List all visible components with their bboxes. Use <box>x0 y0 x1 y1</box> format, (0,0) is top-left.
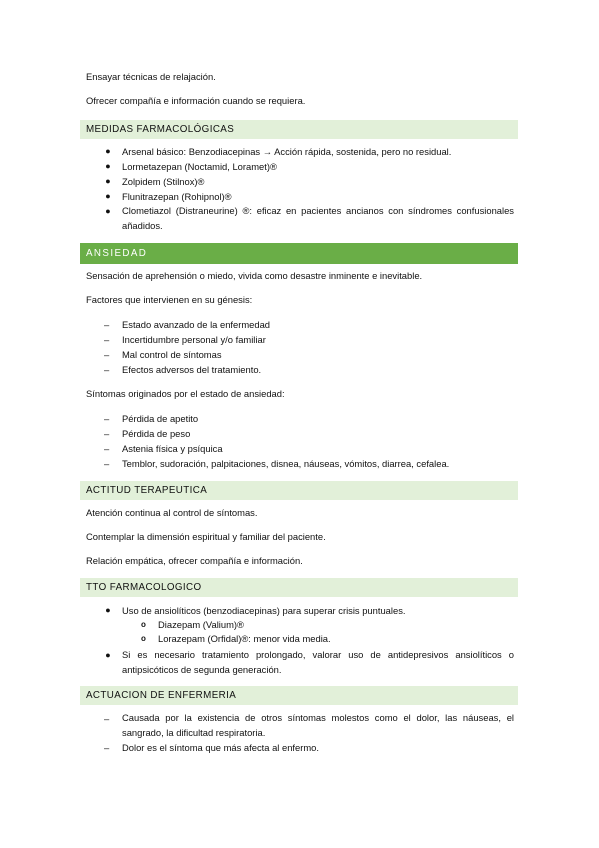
bullet-icon: ● <box>105 146 111 156</box>
dash-icon: – <box>104 713 110 724</box>
bullet-icon: ● <box>105 206 111 216</box>
factor-item: Incertidumbre personal y/o familiar <box>122 334 266 345</box>
dash-icon: – <box>104 443 110 454</box>
bullet-icon: ● <box>105 191 111 201</box>
bullet-icon: ● <box>105 176 111 186</box>
dash-icon: – <box>104 413 110 424</box>
symptom-item: Pérdida de peso <box>122 428 191 439</box>
section-header-medidas: MEDIDAS FARMACOLÓGICAS <box>80 120 518 139</box>
section-header-actuacion: ACTUACION DE ENFERMERIA <box>80 686 518 705</box>
tto-item: Uso de ansiolíticos (benzodiacepinas) para superar crisis puntuales. <box>122 605 406 616</box>
dash-icon: – <box>104 319 110 330</box>
dash-icon: – <box>104 349 110 360</box>
bullet-icon: ● <box>105 605 111 615</box>
intro-line-2: Ofrecer compañía e información cuando se requiera. <box>86 95 306 106</box>
actuacion-item: Dolor es el síntoma que más afecta al enfermo. <box>122 742 319 753</box>
medidas-item: Zolpidem (Stilnox)® <box>122 176 205 187</box>
ansiedad-factors-intro: Factores que intervienen en su génesis: <box>86 294 253 305</box>
tto-sub-item: Lorazepam (Orfidal)®: menor vida media. <box>158 633 331 644</box>
symptom-item: Pérdida de apetito <box>122 413 199 424</box>
actitud-line: Atención continua al control de síntomas. <box>86 507 258 518</box>
section-header-actitud: ACTITUD TERAPEUTICA <box>80 481 518 500</box>
actitud-line: Contemplar la dimensión espiritual y familiar del paciente. <box>86 531 326 542</box>
bullet-icon: ● <box>105 650 111 660</box>
circle-bullet-icon: o <box>141 634 146 643</box>
actuacion-item: Causada por la existencia de otros síntomas molestos como el dolor, las náuseas, el sangrado, la dificultad respiratoria. <box>122 712 514 738</box>
dash-icon: – <box>104 334 110 345</box>
dash-icon: – <box>104 458 110 469</box>
dash-icon: – <box>104 742 110 753</box>
circle-bullet-icon: o <box>141 620 146 629</box>
actitud-line: Relación empática, ofrecer compañía e información. <box>86 555 303 566</box>
bullet-icon: ● <box>105 161 111 171</box>
medidas-item: Flunitrazepan (Rohipnol)® <box>122 191 232 202</box>
section-header-tto: TTO FARMACOLOGICO <box>80 578 518 597</box>
intro-line-1: Ensayar técnicas de relajación. <box>86 71 216 82</box>
ansiedad-symptoms-intro: Síntomas originados por el estado de ansiedad: <box>86 388 285 399</box>
factor-item: Mal control de síntomas <box>122 349 222 360</box>
section-header-ansiedad: ANSIEDAD <box>80 243 518 264</box>
ansiedad-definition: Sensación de aprehensión o miedo, vivida como desastre inminente e inevitable. <box>86 270 423 281</box>
medidas-item: Clometiazol (Distraneurine) ®: eficaz en pacientes ancianos con síndromes confusionales añadidos. <box>122 205 514 231</box>
factor-item: Estado avanzado de la enfermedad <box>122 319 271 330</box>
tto-sub-item: Diazepam (Valium)® <box>158 619 244 630</box>
tto-item: Si es necesario tratamiento prolongado, valorar uso de antidepresivos ansiolíticos o antipsicóticos de segunda generación. <box>122 649 514 675</box>
medidas-item: Lormetazepan (Noctamid, Loramet)® <box>122 161 277 172</box>
factor-item: Efectos adversos del tratamiento. <box>122 364 262 375</box>
dash-icon: – <box>104 428 110 439</box>
medidas-item: Arsenal básico: Benzodiacepinas → Acción rápida, sostenida, pero no residual. <box>122 146 452 157</box>
symptom-item: Astenia física y psíquica <box>122 443 223 454</box>
dash-icon: – <box>104 364 110 375</box>
symptom-item: Temblor, sudoración, palpitaciones, disnea, náuseas, vómitos, diarrea, cefalea. <box>122 458 450 469</box>
